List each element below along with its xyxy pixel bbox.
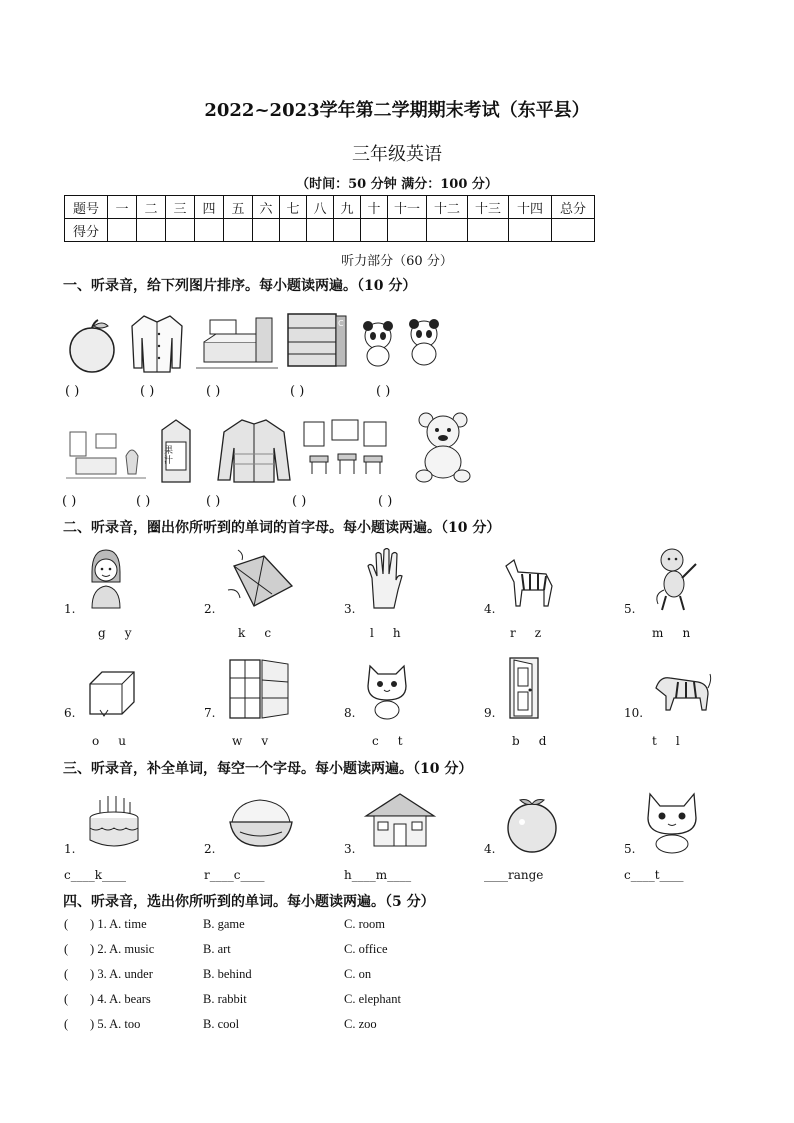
question-stem[interactable]: ( ) 1. A. time (64, 917, 147, 931)
score-input-cell[interactable] (108, 219, 137, 242)
item-number: 10. (624, 706, 644, 720)
item-number: 4. (484, 602, 496, 616)
item-number: 1. (64, 602, 76, 616)
section-3-heading: 三、听录音，补全单词，每空一个字母。每小题读两遍。（10 分） (63, 761, 473, 777)
score-input-cell[interactable] (427, 219, 468, 242)
answer-blank[interactable]: ( ) (62, 494, 77, 509)
juice-box-label: 果汁 (164, 446, 174, 466)
score-input-cell[interactable] (468, 219, 509, 242)
cake-picture (86, 792, 142, 852)
tiger-picture (652, 672, 712, 714)
exam-subtitle: 三年级英语 (352, 144, 442, 165)
score-input-cell[interactable] (166, 219, 195, 242)
score-input-cell[interactable] (334, 219, 361, 242)
item-number: 1. (64, 842, 76, 856)
shirt-picture (128, 312, 186, 374)
score-input-cell[interactable] (307, 219, 334, 242)
letter-options[interactable]: k c (238, 626, 272, 640)
table-cell: 十四 (509, 196, 552, 219)
answer-blank[interactable]: ( ) (378, 494, 393, 509)
table-cell: 五 (224, 196, 253, 219)
fill-blank[interactable]: c____k____ (64, 868, 126, 882)
letter-options[interactable]: l h (370, 626, 401, 640)
answer-blank[interactable]: ( ) (290, 384, 305, 399)
section-1-heading: 一、听录音，给下列图片排序。每小题读两遍。（10 分） (63, 278, 417, 294)
option-b[interactable]: B. rabbit (203, 992, 247, 1006)
monkey-picture (652, 546, 700, 612)
item-number: 4. (484, 842, 496, 856)
score-input-cell[interactable] (280, 219, 307, 242)
table-cell: 六 (253, 196, 280, 219)
score-input-cell[interactable] (224, 219, 253, 242)
living-room-picture (66, 428, 146, 484)
bedroom-picture (196, 310, 278, 372)
letter-options[interactable]: b d (512, 734, 547, 748)
item-number: 2. (204, 842, 216, 856)
answer-blank[interactable]: ( ) (136, 494, 151, 509)
answer-blank[interactable]: ( ) (65, 384, 80, 399)
table-cell: 七 (280, 196, 307, 219)
option-c[interactable]: C. room (344, 917, 385, 931)
option-b[interactable]: B. behind (203, 967, 252, 981)
letter-options[interactable]: t l (652, 734, 680, 748)
option-b[interactable]: B. cool (203, 1017, 240, 1031)
section-2-heading: 二、听录音，圈出你所听到的单词的首字母。每小题读两遍。（10 分） (63, 520, 501, 536)
letter-options[interactable]: o u (92, 734, 127, 748)
answer-blank[interactable]: ( ) (140, 384, 155, 399)
score-input-cell[interactable] (195, 219, 224, 242)
table-cell: 二 (137, 196, 166, 219)
letter-options[interactable]: m n (652, 626, 691, 640)
option-c[interactable]: C. zoo (344, 1017, 377, 1031)
option-c[interactable]: C. elephant (344, 992, 401, 1006)
question-stem[interactable]: ( ) 3. A. under (64, 967, 153, 981)
fill-blank[interactable]: r____c____ (204, 868, 265, 882)
item-number: 8. (344, 706, 356, 720)
letter-options[interactable]: c t (372, 734, 403, 748)
table-cell: 九 (334, 196, 361, 219)
box-picture (86, 668, 138, 718)
item-number: 3. (344, 602, 356, 616)
score-table-score-row (65, 219, 595, 242)
table-cell: 四 (195, 196, 224, 219)
section-4-heading: 四、听录音，选出你所听到的单词。每小题读两遍。（5 分） (63, 894, 435, 910)
item-number: 5. (624, 842, 636, 856)
score-table-header-row (65, 196, 595, 219)
hand-picture (364, 548, 404, 610)
item-number: 7. (204, 706, 216, 720)
rice-bowl-picture (226, 796, 296, 852)
item-number: 9. (484, 706, 496, 720)
table-cell: 得分 (65, 219, 108, 242)
answer-blank[interactable]: ( ) (292, 494, 307, 509)
item-number: 5. (624, 602, 636, 616)
answer-blank[interactable]: ( ) (206, 384, 221, 399)
bookcase-picture (286, 312, 348, 368)
letter-options[interactable]: g y (98, 626, 132, 640)
teddy-bear-picture (414, 410, 472, 484)
score-input-cell[interactable] (552, 219, 595, 242)
table-cell: 十三 (468, 196, 509, 219)
table-cell: 总分 (552, 196, 595, 219)
table-cell: 十二 (427, 196, 468, 219)
door-picture (506, 656, 542, 720)
table-cell: 一 (108, 196, 137, 219)
option-c[interactable]: C. on (344, 967, 372, 981)
fill-blank[interactable]: h____m____ (344, 868, 412, 882)
score-input-cell[interactable] (137, 219, 166, 242)
window-picture (226, 658, 292, 720)
item-number: 3. (344, 842, 356, 856)
score-table (64, 195, 595, 242)
zebra-picture (502, 556, 558, 610)
score-input-cell[interactable] (361, 219, 388, 242)
table-cell: 八 (307, 196, 334, 219)
table-cell: 十 (361, 196, 388, 219)
question-stem[interactable]: ( ) 4. A. bears (64, 992, 151, 1006)
score-input-cell[interactable] (253, 219, 280, 242)
table-cell: 十一 (388, 196, 427, 219)
orange-picture (502, 794, 562, 854)
pandas-picture (358, 318, 448, 368)
item-number: 2. (204, 602, 216, 616)
question-stem[interactable]: ( ) 5. A. too (64, 1017, 141, 1031)
girl-picture (86, 548, 126, 610)
table-cell: 题号 (65, 196, 108, 219)
letter-options[interactable]: r z (510, 626, 542, 640)
cat-picture-2 (640, 788, 704, 854)
svg-text:C: C (338, 319, 344, 328)
exam-title: 2022~2023学年第二学期期末考试（东平县） (204, 100, 590, 121)
apple-picture (64, 318, 120, 374)
option-b[interactable]: B. art (203, 942, 231, 956)
option-c[interactable]: C. office (344, 942, 388, 956)
exam-info: （时间：50 分钟 满分：100 分） (296, 177, 498, 192)
jacket-picture (216, 418, 292, 484)
cat-picture (364, 660, 410, 720)
answer-blank[interactable]: ( ) (206, 494, 221, 509)
kite-picture (224, 546, 296, 610)
option-b[interactable]: B. game (203, 917, 245, 931)
fill-blank[interactable]: c____t____ (624, 868, 684, 882)
answer-blank[interactable]: ( ) (376, 384, 391, 399)
fill-blank[interactable]: ____range (484, 868, 544, 882)
item-number: 6. (64, 706, 76, 720)
score-input-cell[interactable] (509, 219, 552, 242)
question-stem[interactable]: ( ) 2. A. music (64, 942, 155, 956)
house-picture (362, 790, 438, 850)
listening-part-header: 听力部分（60 分） (341, 254, 453, 269)
table-cell: 三 (166, 196, 195, 219)
score-input-cell[interactable] (388, 219, 427, 242)
classroom-picture (300, 416, 394, 480)
letter-options[interactable]: w v (232, 734, 269, 748)
juice-box-picture (156, 418, 196, 484)
